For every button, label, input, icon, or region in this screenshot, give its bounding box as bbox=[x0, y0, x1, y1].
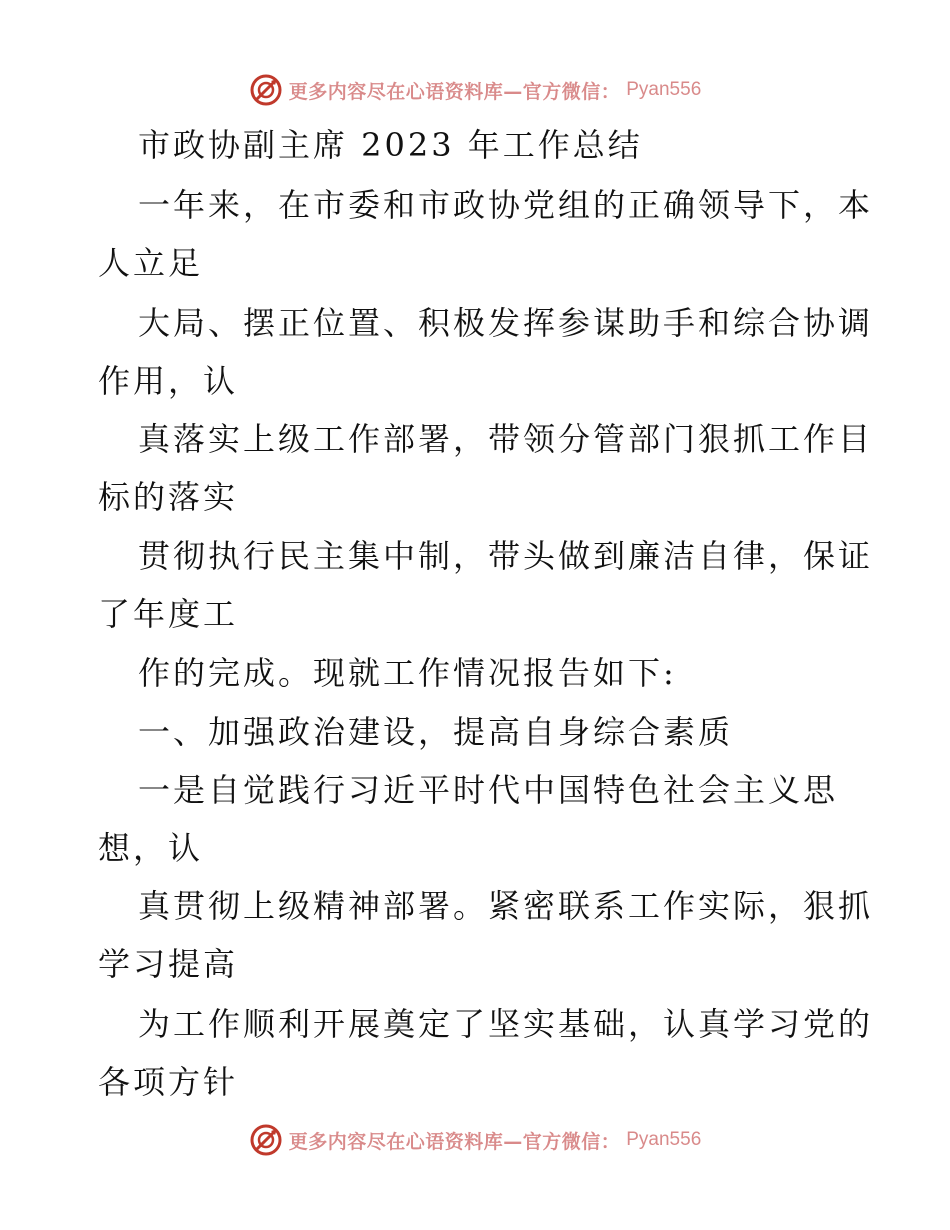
paragraph-line: 学习提高 bbox=[98, 945, 239, 983]
paragraph-line: 作的完成。现就工作情况报告如下: bbox=[138, 654, 677, 692]
document-title: 市政协副主席 2023 年工作总结 bbox=[138, 126, 643, 164]
logo-icon bbox=[249, 1123, 283, 1157]
paragraph-line: 一是自觉践行习近平时代中国特色社会主义思 bbox=[138, 771, 839, 809]
paragraph-line: 作用，认 bbox=[98, 362, 239, 400]
paragraph-line: 想，认 bbox=[98, 829, 204, 867]
paragraph-line: 真贯彻上级精神部署。紧密联系工作实际，狠抓 bbox=[138, 887, 874, 925]
paragraph-line: 了年度工 bbox=[98, 595, 239, 633]
paragraph-line: 大局、摆正位置、积极发挥参谋助手和综合协调 bbox=[138, 304, 874, 342]
section-heading: 一、加强政治建设，提高自身综合素质 bbox=[138, 713, 734, 751]
paragraph-line: 一年来，在市委和市政协党组的正确领导下，本 bbox=[138, 186, 874, 224]
footer-banner-text: 更多内容尽在心语资料库—官方微信： bbox=[288, 1130, 621, 1153]
paragraph-line: 人立足 bbox=[98, 244, 204, 282]
footer-banner-id: Pyan556 bbox=[626, 1129, 702, 1150]
footer-watermark-banner bbox=[0, 1120, 950, 1160]
header-watermark-banner bbox=[0, 70, 950, 110]
paragraph-line: 各项方针 bbox=[98, 1063, 239, 1101]
header-banner-id: Pyan556 bbox=[626, 79, 702, 100]
paragraph-line: 标的落实 bbox=[98, 478, 239, 516]
paragraph-line: 真落实上级工作部署，带领分管部门狠抓工作目 bbox=[138, 420, 874, 458]
header-banner-text: 更多内容尽在心语资料库—官方微信： bbox=[288, 80, 621, 103]
paragraph-line: 贯彻执行民主集中制，带头做到廉洁自律，保证 bbox=[138, 537, 874, 575]
paragraph-line: 为工作顺利开展奠定了坚实基础，认真学习党的 bbox=[138, 1005, 874, 1043]
logo-icon bbox=[249, 73, 283, 107]
